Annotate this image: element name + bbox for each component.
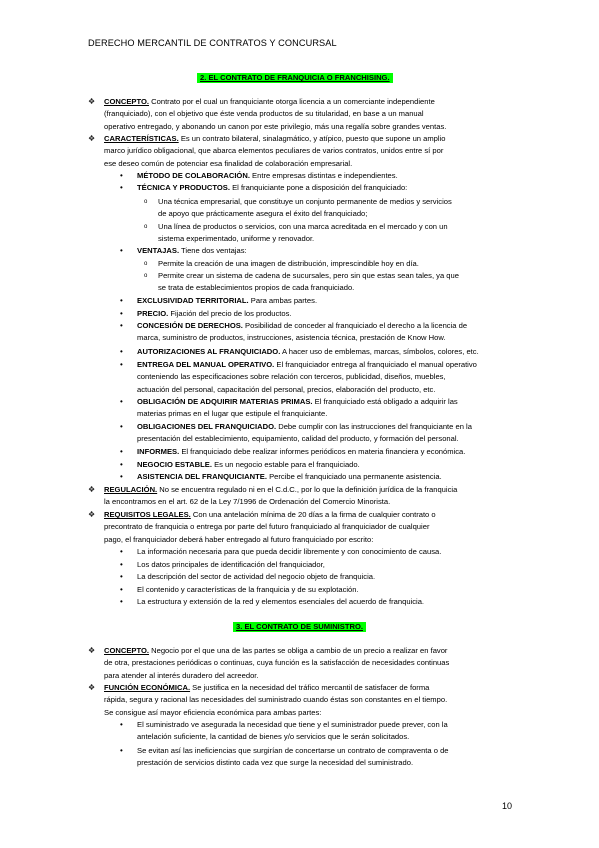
item-exclusividad: EXCLUSIVIDAD TERRITORIAL. Para ambas partes. — [137, 296, 318, 305]
page-number: 10 — [502, 801, 513, 811]
item-asistencia: ASISTENCIA DEL FRANQUICIANTE. Percibe el franquiciado una permanente asistencia. — [137, 472, 442, 481]
item-concesion: CONCESIÓN DE DERECHOS. Posibilidad de conceder al franquiciado el derecho a la licencia de marca, suministro de productos, instrucciones, asistencia técnica, prestación de Know How. — [137, 321, 468, 343]
circle-bullet-icon: o — [144, 261, 148, 267]
requisitos-paragraph: REQUISITOS LEGALES. Con una antelación mínima de 20 días a la firma de cualquier contrato o precontrato de franquicia o entrega por parte del futuro franquiciado al franquiciador de cualquier pago, el franquiciador deberá haber entregado al futuro franquiciado por escrito: — [104, 510, 436, 544]
bullet-icon: • — [120, 447, 123, 456]
bullet-icon: • — [120, 246, 123, 255]
bullet-icon: • — [120, 183, 123, 192]
item-informes: INFORMES. El franquiciado debe realizar informes periódicos en materia financiera y económica. — [137, 447, 466, 456]
item-negocio: NEGOCIO ESTABLE. Es un negocio estable para el franquiciado. — [137, 460, 360, 469]
concepto-paragraph: CONCEPTO. Contrato por el cual un franquiciante otorga licencia a un comerciante independiente (franquiciado), con el objetivo que éste venda productos de su titularidad, en base a un manual operativo entregado, y abonando un canon por este privilegio, más una regalía sobre grandes ventas. — [104, 97, 447, 131]
regulacion-paragraph: REGULACIÓN. No se encuentra regulado ni en el C.d.C., por lo que la definición jurídica de la franquicia la encontramos en el art. 62 de la Ley 7/1996 de Ordenación del Comercio Minorista. — [104, 485, 458, 507]
funcion-item-1: El suministrado ve asegurada la necesidad que tiene y el suministrador puede prever, con la antelación suficiente, la cantidad de bienes y/o servicios que le serán solicitados. — [137, 720, 448, 742]
item-obligaciones: OBLIGACIONES DEL FRANQUICIADO. Debe cumplir con las instrucciones del franquiciante en la presentación del establecimiento, equipamiento, calidad del producto, y formación del personal. — [137, 422, 472, 444]
section-heading-text: 3. EL CONTRATO DE SUMINISTRO. — [236, 622, 363, 631]
tecnica-sub-2: Una línea de productos o servicios, con una marca acreditada en el mercado y con un sistema experimentado, uniforme y renovador. — [158, 222, 448, 244]
bullet-icon: • — [120, 472, 123, 481]
bullet-icon: • — [120, 309, 123, 318]
diamond-bullet-icon: ❖ — [88, 683, 96, 692]
circle-bullet-icon: o — [144, 224, 148, 230]
bullet-icon: • — [120, 547, 123, 556]
item-ventajas: VENTAJAS. Tiene dos ventajas: — [137, 246, 247, 255]
caracteristicas-paragraph: CARACTERÍSTICAS. Es un contrato bilateral, sinalagmático, y atípico, puesto que supone un amplio marco jurídico obligacional, que abarca elementos peculiares de varios contratos, unidos entre sí por ese deseo común de potenciar esa finalidad de colaboración empresarial. — [104, 134, 446, 168]
item-obligacion: OBLIGACIÓN DE ADQUIRIR MATERIAS PRIMAS. El franquiciado está obligado a adquirir las materias primas en el lugar que estipule el franquiciante. — [137, 397, 458, 419]
bullet-icon: • — [120, 460, 123, 469]
bullet-icon: • — [120, 397, 123, 406]
funcion-item-2: Se evitan así las ineficiencias que surgirían de concertarse un contrato de compraventa o de prestación de servicios distinto cada vez que surge la necesidad del suministrado. — [137, 746, 449, 768]
diamond-bullet-icon: ❖ — [88, 134, 96, 143]
circle-bullet-icon: o — [144, 273, 148, 279]
requisito-item-4: El contenido y características de la franquicia y de su explotación. — [137, 585, 359, 594]
ventajas-sub-2: Permite crear un sistema de cadena de sucursales, pero sin que estas sean tales, ya que se trata de establecimientos propios de cada franquiciado. — [158, 271, 459, 293]
item-entrega: ENTREGA DEL MANUAL OPERATIVO. El franquiciador entrega al franquiciado el manual operativo conteniendo las especificaciones sobre relación con terceros, publicidad, diseños, muebles, actuación del personal, capacitación del personal, precios, elaboración del producto, etc. — [137, 360, 477, 394]
concepto-suministro-paragraph: CONCEPTO. Negocio por el que una de las partes se obliga a cambio de un precio a realizar en favor de otra, prestaciones periódicas o continuas, cuya función es la satisfacción de necesidades continuas para atender al interés duradero del acreedor. — [104, 646, 450, 680]
bullet-icon: • — [120, 296, 123, 305]
section-heading-text: 2. EL CONTRATO DE FRANQUICIA O FRANCHISING. — [200, 73, 390, 82]
concepto-label: CONCEPTO. — [104, 97, 150, 106]
bullet-icon: • — [120, 560, 123, 569]
item-tecnica: TÉCNICA Y PRODUCTOS. El franquiciante pone a disposición del franquiciado: — [137, 183, 408, 192]
circle-bullet-icon: o — [144, 199, 148, 205]
item-precio: PRECIO. Fijación del precio de los productos. — [137, 309, 292, 318]
funcion-economica-paragraph: FUNCIÓN ECONÓMICA. Se justifica en la necesidad del tráfico mercantil de satisfacer de forma rápida, segura y racional las necesidades del suministrado cuando éstas son constantes en el tiempo. Se consigue así mayor eficiencia económica para ambas partes: — [104, 683, 448, 717]
bullet-icon: • — [120, 746, 123, 755]
bullet-icon: • — [120, 720, 123, 729]
bullet-icon: • — [120, 347, 123, 356]
running-header: DERECHO MERCANTIL DE CONTRATOS Y CONCURSAL — [88, 38, 337, 48]
bullet-icon: • — [120, 422, 123, 431]
requisito-item-2: Los datos principales de identificación del franquiciador, — [137, 560, 325, 569]
diamond-bullet-icon: ❖ — [88, 97, 96, 106]
bullet-icon: • — [120, 321, 123, 330]
bullet-icon: • — [120, 597, 123, 606]
diamond-bullet-icon: ❖ — [88, 485, 96, 494]
diamond-bullet-icon: ❖ — [88, 510, 96, 519]
section-heading-franquicia — [197, 73, 393, 83]
ventajas-sub-1: Permite la creación de una imagen de distribución, imprescindible hoy en día. — [158, 259, 419, 268]
bullet-icon: • — [120, 572, 123, 581]
bullet-icon: • — [120, 171, 123, 180]
requisito-item-1: La información necesaria para que pueda decidir libremente y con conocimiento de causa. — [137, 547, 442, 556]
item-metodo: MÉTODO DE COLABORACIÓN. Entre empresas distintas e independientes. — [137, 171, 398, 180]
requisito-item-3: La descripción del sector de actividad del negocio objeto de franquicia. — [137, 572, 376, 581]
bullet-icon: • — [120, 360, 123, 369]
caracteristicas-label: CARACTERÍSTICAS. — [104, 134, 179, 143]
section-heading-suministro — [233, 622, 366, 632]
tecnica-sub-1: Una técnica empresarial, que constituye un conjunto permanente de medios y servicios de apoyo que prácticamente asegura el éxito del franquiciado; — [158, 197, 452, 219]
diamond-bullet-icon: ❖ — [88, 646, 96, 655]
bullet-icon: • — [120, 585, 123, 594]
item-autorizaciones: AUTORIZACIONES AL FRANQUICIADO. A hacer uso de emblemas, marcas, símbolos, colores, etc. — [137, 347, 479, 356]
requisito-item-5: La estructura y extensión de la red y elementos esenciales del acuerdo de franquicia. — [137, 597, 425, 606]
